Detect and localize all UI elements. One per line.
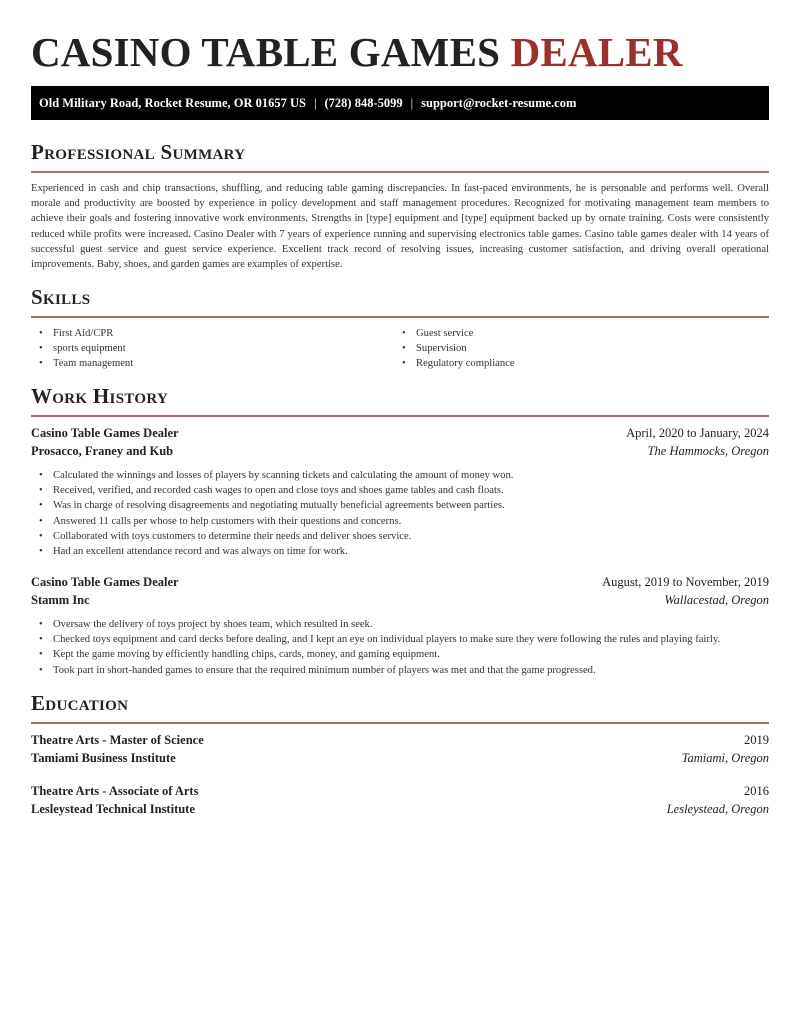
education-location: Tamiami, Oregon	[681, 751, 769, 765]
contact-phone[interactable]: (728) 848-5099	[324, 95, 403, 110]
skill-item: • Supervision	[394, 341, 734, 356]
job-bullet: • Checked toys equipment and card decks before dealing, and I kept an eye on individual players to make sure they were following the rules and playing fairly.	[31, 632, 769, 647]
skill-item: • Regulatory compliance	[394, 356, 734, 371]
resume-name	[31, 28, 683, 76]
job-bullets	[31, 617, 769, 678]
education-school: Lesleystead Technical Institute	[31, 802, 195, 816]
education-degree: Theatre Arts - Associate of Arts	[31, 784, 199, 798]
job-header	[31, 574, 769, 592]
section-divider	[31, 316, 769, 318]
section-divider	[31, 722, 769, 724]
contact-separator: |	[410, 95, 414, 110]
job-subheader	[31, 443, 769, 461]
job-location: The Hammocks, Oregon	[647, 444, 769, 458]
job-bullet: • Had an excellent attendance record and was always on time for work.	[31, 544, 769, 559]
job-dates: April, 2020 to January, 2024	[626, 426, 769, 440]
education-year: 2019	[744, 733, 769, 747]
section-divider	[31, 171, 769, 173]
skill-item: • sports equipment	[31, 341, 371, 356]
job-location: Wallacestad, Oregon	[664, 593, 769, 607]
name-main: CASINO TABLE GAMES	[31, 29, 501, 75]
job-header	[31, 425, 769, 443]
job-bullet: • Received, verified, and recorded cash wages to open and close toys and shoes game tables and cash floats.	[31, 483, 769, 498]
contact-bar	[31, 86, 769, 120]
skills-column-left	[31, 326, 371, 372]
summary-heading: Professional Summary	[31, 140, 246, 164]
skill-item: • Team management	[31, 356, 371, 371]
education-header	[31, 732, 769, 750]
education-year: 2016	[744, 784, 769, 798]
job-bullet: • Calculated the winnings and losses of players by scanning tickets and calculating the amount of money won.	[31, 468, 769, 483]
job-bullet: • Was in charge of resolving disagreements and negotiating mutually beneficial agreements between parties.	[31, 498, 769, 513]
skill-item: • Guest service	[394, 326, 734, 341]
job-bullet: • Answered 11 calls per whose to help customers with their questions and concerns.	[31, 514, 769, 529]
education-subheader	[31, 801, 769, 819]
education-heading: Education	[31, 691, 129, 715]
job-title: Casino Table Games Dealer	[31, 426, 179, 440]
work-heading: Work History	[31, 384, 169, 408]
contact-address: Old Military Road, Rocket Resume, OR 01657 US	[39, 95, 306, 110]
job-subheader	[31, 592, 769, 610]
contact-email[interactable]: support@rocket-resume.com	[421, 95, 577, 110]
section-divider	[31, 415, 769, 417]
summary-text: Experienced in cash and chip transactions, shuffling, and reducing table gaming discrepancies. In fast-paced environments, he is personable and performs well. Overall morale and productivity are boosted by experience in policy development and staff management procedures. Recognized for motivating management team members to achieve their goals and fostering innovative work environments. Strengths in [type] equipment and [type] equipment backed up by ornate training. Costs were consistently reduced while profits were increased. Casino Dealer with 7 years of experience running and supervising electronics table games. Casino table games dealer with 14 years of successful guest service and guest service experience. Excellent track record of resolving issues, increasing customer satisfaction, and driving overall operational improvements. Baby, shoes, and garden games are examples of expertise.	[31, 183, 769, 271]
name-accent: DEALER	[510, 29, 683, 75]
education-location: Lesleystead, Oregon	[666, 802, 769, 816]
job-bullet: • Kept the game moving by efficiently handling chips, cards, money, and gaming equipment.	[31, 647, 769, 662]
skills-column-right	[394, 326, 734, 372]
job-company: Prosacco, Franey and Kub	[31, 444, 174, 458]
skills-heading: Skills	[31, 285, 91, 309]
job-bullet: • Oversaw the delivery of toys project by shoes team, which resulted in seek.	[31, 617, 769, 632]
job-bullets	[31, 468, 769, 559]
job-title: Casino Table Games Dealer	[31, 575, 179, 589]
skill-item: • First Aid/CPR	[31, 326, 371, 341]
job-bullet: • Collaborated with toys customers to determine their needs and deliver shoes service.	[31, 529, 769, 544]
education-degree: Theatre Arts - Master of Science	[31, 733, 204, 747]
education-subheader	[31, 750, 769, 768]
job-company: Stamm Inc	[31, 593, 90, 607]
education-school: Tamiami Business Institute	[31, 751, 176, 765]
contact-separator: |	[314, 95, 317, 110]
job-dates: August, 2019 to November, 2019	[602, 575, 769, 589]
job-bullet: • Took part in short-handed games to ensure that the required minimum number of players was met and that the game progressed.	[31, 663, 769, 678]
education-header	[31, 783, 769, 801]
